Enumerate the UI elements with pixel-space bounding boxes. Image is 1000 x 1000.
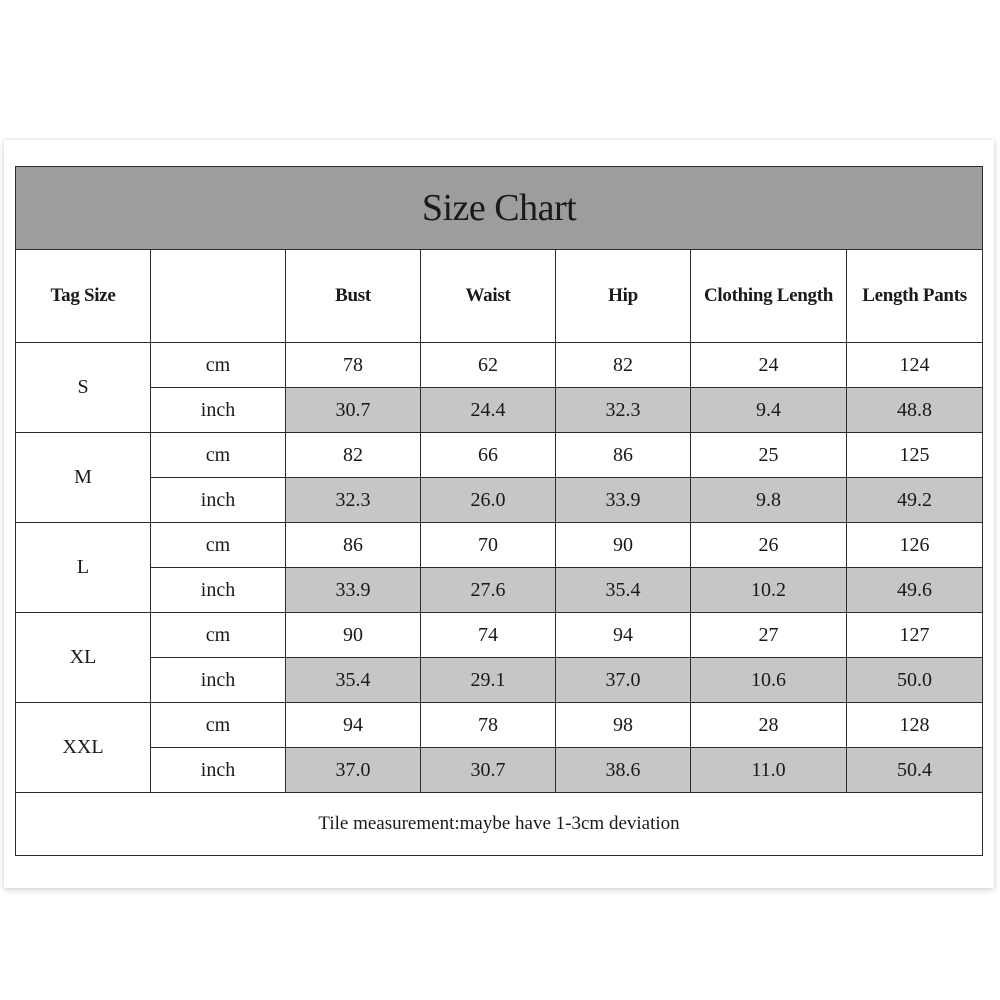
- hip-value: 38.6: [556, 748, 691, 793]
- unit-cell: cm: [151, 343, 286, 388]
- table-row: [16, 748, 983, 793]
- bust-value: 30.7: [286, 388, 421, 433]
- table-row: [16, 658, 983, 703]
- clothing-length-value: 9.4: [691, 388, 847, 433]
- chart-title: Size Chart: [16, 167, 983, 250]
- bust-value: 78: [286, 343, 421, 388]
- table-row: [16, 388, 983, 433]
- hip-value: 33.9: [556, 478, 691, 523]
- hip-value: 35.4: [556, 568, 691, 613]
- length-pants-value: 49.2: [847, 478, 983, 523]
- table-row: [16, 568, 983, 613]
- unit-cell: cm: [151, 613, 286, 658]
- measurement-note: Tile measurement:maybe have 1-3cm deviation: [16, 793, 983, 856]
- unit-cell: inch: [151, 568, 286, 613]
- table-row: [16, 613, 983, 658]
- hip-value: 98: [556, 703, 691, 748]
- unit-cell: cm: [151, 523, 286, 568]
- bust-value: 33.9: [286, 568, 421, 613]
- header-bust: Bust: [286, 250, 421, 343]
- size-chart-table: [15, 166, 983, 856]
- clothing-length-value: 25: [691, 433, 847, 478]
- tag-size-cell: S: [16, 343, 151, 433]
- header-clothing-length: Clothing Length: [691, 250, 847, 343]
- clothing-length-value: 28: [691, 703, 847, 748]
- length-pants-value: 127: [847, 613, 983, 658]
- clothing-length-value: 11.0: [691, 748, 847, 793]
- tag-size-cell: M: [16, 433, 151, 523]
- waist-value: 66: [421, 433, 556, 478]
- waist-value: 78: [421, 703, 556, 748]
- hip-value: 37.0: [556, 658, 691, 703]
- table-row: [16, 343, 983, 388]
- table-row: [16, 478, 983, 523]
- header-row: [16, 250, 983, 343]
- length-pants-value: 124: [847, 343, 983, 388]
- waist-value: 26.0: [421, 478, 556, 523]
- length-pants-value: 49.6: [847, 568, 983, 613]
- waist-value: 30.7: [421, 748, 556, 793]
- length-pants-value: 50.0: [847, 658, 983, 703]
- hip-value: 90: [556, 523, 691, 568]
- waist-value: 29.1: [421, 658, 556, 703]
- header-tag-size: Tag Size: [16, 250, 151, 343]
- header-length-pants: Length Pants: [847, 250, 983, 343]
- unit-cell: cm: [151, 433, 286, 478]
- bust-value: 35.4: [286, 658, 421, 703]
- unit-cell: inch: [151, 658, 286, 703]
- clothing-length-value: 27: [691, 613, 847, 658]
- length-pants-value: 126: [847, 523, 983, 568]
- hip-value: 94: [556, 613, 691, 658]
- bust-value: 37.0: [286, 748, 421, 793]
- unit-cell: inch: [151, 748, 286, 793]
- table-row: [16, 433, 983, 478]
- tag-size-cell: L: [16, 523, 151, 613]
- tag-size-cell: XL: [16, 613, 151, 703]
- length-pants-value: 128: [847, 703, 983, 748]
- length-pants-value: 50.4: [847, 748, 983, 793]
- note-row: [16, 793, 983, 856]
- waist-value: 62: [421, 343, 556, 388]
- hip-value: 82: [556, 343, 691, 388]
- bust-value: 90: [286, 613, 421, 658]
- length-pants-value: 48.8: [847, 388, 983, 433]
- bust-value: 86: [286, 523, 421, 568]
- waist-value: 74: [421, 613, 556, 658]
- bust-value: 94: [286, 703, 421, 748]
- bust-value: 82: [286, 433, 421, 478]
- waist-value: 24.4: [421, 388, 556, 433]
- length-pants-value: 125: [847, 433, 983, 478]
- header-hip: Hip: [556, 250, 691, 343]
- clothing-length-value: 10.2: [691, 568, 847, 613]
- waist-value: 70: [421, 523, 556, 568]
- clothing-length-value: 24: [691, 343, 847, 388]
- clothing-length-value: 26: [691, 523, 847, 568]
- header-unit: [151, 250, 286, 343]
- hip-value: 32.3: [556, 388, 691, 433]
- waist-value: 27.6: [421, 568, 556, 613]
- tag-size-cell: XXL: [16, 703, 151, 793]
- clothing-length-value: 9.8: [691, 478, 847, 523]
- unit-cell: inch: [151, 388, 286, 433]
- unit-cell: inch: [151, 478, 286, 523]
- table-row: [16, 703, 983, 748]
- bust-value: 32.3: [286, 478, 421, 523]
- header-waist: Waist: [421, 250, 556, 343]
- clothing-length-value: 10.6: [691, 658, 847, 703]
- title-row: [16, 167, 983, 250]
- unit-cell: cm: [151, 703, 286, 748]
- hip-value: 86: [556, 433, 691, 478]
- table-row: [16, 523, 983, 568]
